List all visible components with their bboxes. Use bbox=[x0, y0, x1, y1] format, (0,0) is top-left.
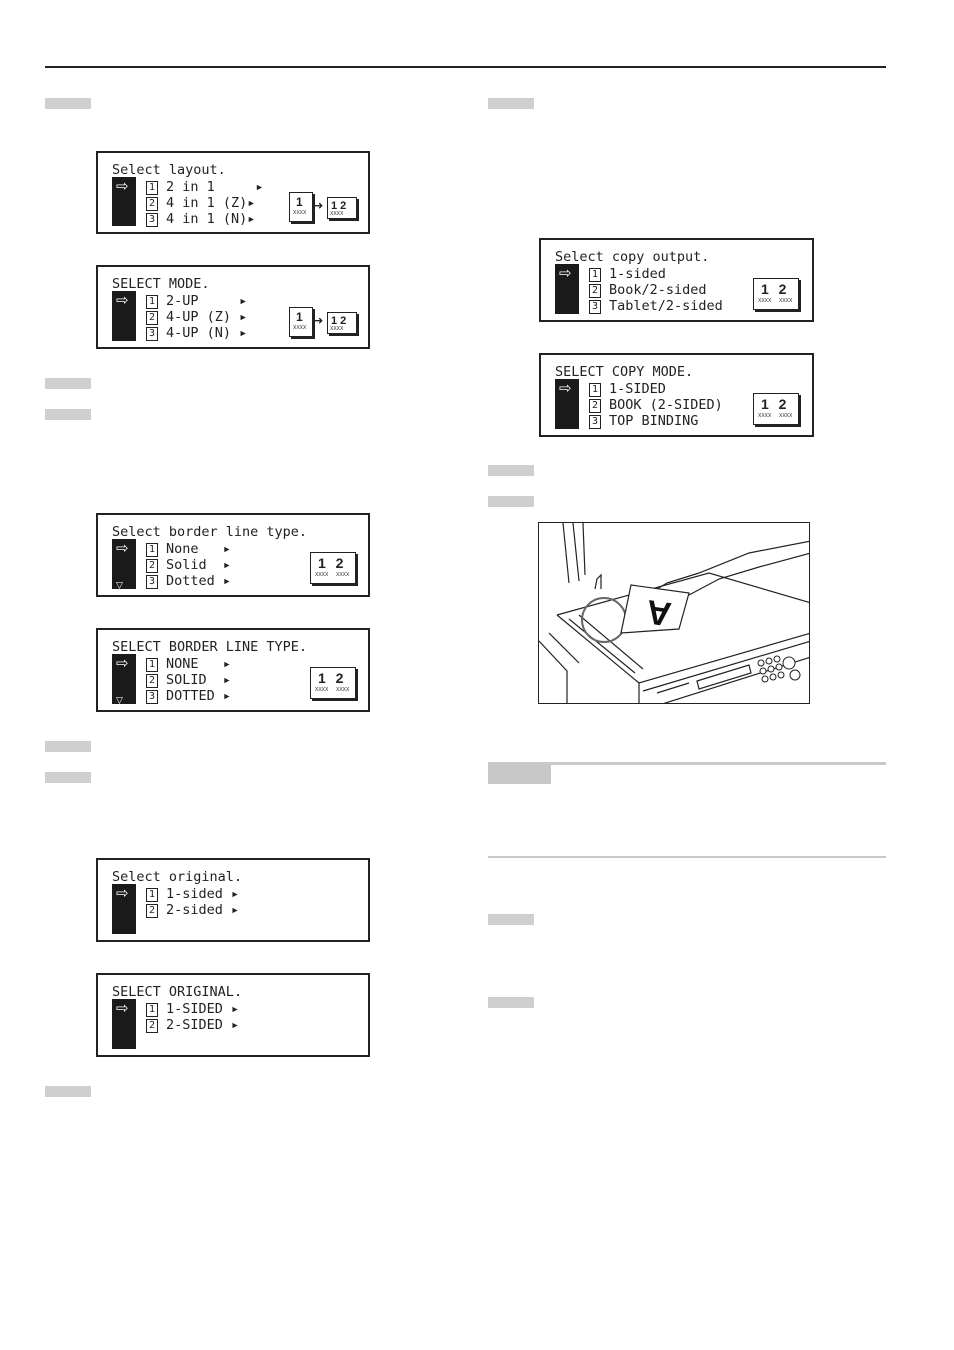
single-page-card bbox=[289, 192, 313, 222]
dummy-text: XXXX bbox=[315, 687, 329, 693]
option-number: 1 bbox=[146, 181, 158, 195]
page-numbers: 1 2 bbox=[318, 670, 347, 686]
lcd-title: Select layout. bbox=[112, 162, 226, 178]
option-label: 1-sided bbox=[609, 266, 666, 282]
lcd-option-3[interactable] bbox=[146, 688, 231, 704]
option-number: 1 bbox=[146, 543, 158, 557]
option-label: 4 in 1 (Z)▸ bbox=[166, 195, 256, 211]
step-tab bbox=[45, 98, 91, 109]
option-label: TOP BINDING bbox=[609, 413, 699, 429]
two-page-card bbox=[310, 552, 356, 584]
step-tab bbox=[45, 741, 91, 752]
option-label: None ▸ bbox=[166, 541, 232, 557]
lcd-option-1[interactable] bbox=[146, 886, 239, 902]
lcd-select-original-caps bbox=[96, 973, 370, 1057]
page-number: 1 bbox=[296, 310, 303, 324]
lcd-option-2[interactable] bbox=[146, 195, 255, 211]
lcd-option-1[interactable] bbox=[146, 179, 264, 195]
arrow-right-icon: ⇨ bbox=[116, 654, 129, 672]
arrow-right-icon: ⇨ bbox=[116, 539, 129, 557]
original-placement-illustration bbox=[538, 522, 810, 704]
lcd-title: SELECT COPY MODE. bbox=[555, 364, 694, 380]
option-label: 1-SIDED ▸ bbox=[166, 1001, 240, 1017]
option-label: 4 in 1 (N)▸ bbox=[166, 211, 256, 227]
option-label: 1-SIDED bbox=[609, 381, 666, 397]
top-rule bbox=[45, 66, 886, 68]
option-label: DOTTED ▸ bbox=[166, 688, 232, 704]
two-page-card bbox=[753, 393, 799, 425]
lcd-option-1[interactable] bbox=[146, 293, 247, 309]
page-numbers: 1 2 bbox=[331, 200, 347, 212]
combined-page-card bbox=[327, 197, 357, 219]
lcd-title: SELECT BORDER LINE TYPE. bbox=[112, 639, 308, 655]
lcd-option-3[interactable] bbox=[146, 211, 255, 227]
option-label: SOLID ▸ bbox=[166, 672, 232, 688]
arrow-right-icon: ⇨ bbox=[116, 291, 129, 309]
option-label: 2-sided ▸ bbox=[166, 902, 240, 918]
dummy-text: XXXX bbox=[758, 413, 772, 419]
option-label: Book/2-sided bbox=[609, 282, 707, 298]
lcd-option-3[interactable] bbox=[589, 413, 698, 429]
note-footer-rule bbox=[488, 856, 886, 858]
lcd-option-1[interactable] bbox=[146, 656, 231, 672]
two-page-card bbox=[753, 278, 799, 310]
option-number: 3 bbox=[589, 415, 601, 429]
lcd-select-copy-mode bbox=[539, 353, 814, 437]
lcd-select-layout bbox=[96, 151, 370, 234]
option-number: 3 bbox=[146, 690, 158, 704]
lcd-cursor-bar bbox=[112, 999, 136, 1049]
step-tab bbox=[488, 496, 534, 507]
lcd-cursor-bar bbox=[112, 539, 136, 589]
option-label: Dotted ▸ bbox=[166, 573, 232, 589]
option-label: 1-sided ▸ bbox=[166, 886, 240, 902]
combined-page-card bbox=[327, 312, 357, 334]
note-tab bbox=[488, 765, 551, 784]
option-label: 4-UP (Z) ▸ bbox=[166, 309, 248, 325]
lcd-option-1[interactable] bbox=[146, 541, 231, 557]
option-label: Tablet/2-sided bbox=[609, 298, 723, 314]
option-number: 3 bbox=[146, 213, 158, 227]
option-number: 2 bbox=[589, 284, 601, 298]
lcd-option-2[interactable] bbox=[146, 557, 231, 573]
option-label: 2-SIDED ▸ bbox=[166, 1017, 240, 1033]
option-label: NONE ▸ bbox=[166, 656, 232, 672]
step-tab bbox=[488, 98, 534, 109]
arrow-right-icon: ➜ bbox=[314, 314, 324, 327]
option-number: 2 bbox=[146, 559, 158, 573]
step-tab bbox=[488, 997, 534, 1008]
page-numbers: 1 2 bbox=[761, 396, 790, 412]
arrow-right-icon: ⇨ bbox=[116, 884, 129, 902]
dummy-text: XXXX bbox=[315, 572, 329, 578]
dummy-text: XXXX bbox=[330, 326, 344, 332]
lcd-option-1[interactable] bbox=[589, 381, 666, 397]
lcd-cursor-bar bbox=[555, 379, 579, 429]
option-number: 2 bbox=[146, 1019, 158, 1033]
lcd-cursor-bar bbox=[112, 884, 136, 934]
option-label: BOOK (2-SIDED) bbox=[609, 397, 723, 413]
arrow-right-icon: ⇨ bbox=[116, 177, 129, 195]
option-label: 4-UP (N) ▸ bbox=[166, 325, 248, 341]
option-number: 2 bbox=[146, 904, 158, 918]
option-number: 2 bbox=[589, 399, 601, 413]
option-number: 2 bbox=[146, 311, 158, 325]
lcd-select-border bbox=[96, 513, 370, 597]
arrow-right-icon: ⇨ bbox=[116, 999, 129, 1017]
dummy-text: XXXX bbox=[758, 298, 772, 304]
lcd-select-copy-output bbox=[539, 238, 814, 322]
step-tab bbox=[45, 1086, 91, 1097]
step-tab bbox=[45, 378, 91, 389]
lcd-cursor-bar bbox=[112, 654, 136, 704]
lcd-option-2[interactable] bbox=[589, 282, 707, 298]
option-label: Solid ▸ bbox=[166, 557, 232, 573]
step-tab bbox=[488, 914, 534, 925]
single-page-card bbox=[289, 307, 313, 337]
option-number: 2 bbox=[146, 674, 158, 688]
option-number: 3 bbox=[589, 300, 601, 314]
lcd-select-border-caps bbox=[96, 628, 370, 712]
dummy-text: XXXX bbox=[336, 572, 350, 578]
dummy-text: XXXX bbox=[779, 413, 793, 419]
page-numbers: 1 2 bbox=[331, 315, 347, 327]
option-number: 1 bbox=[589, 383, 601, 397]
option-number: 3 bbox=[146, 327, 158, 341]
option-label: 2-UP ▸ bbox=[166, 293, 248, 309]
lcd-option-1[interactable] bbox=[146, 1001, 239, 1017]
page-numbers: 1 2 bbox=[318, 555, 347, 571]
lcd-cursor-bar bbox=[555, 264, 579, 314]
dummy-text: XXXX bbox=[330, 211, 344, 217]
page-numbers: 1 2 bbox=[761, 281, 790, 297]
lcd-cursor-bar bbox=[112, 291, 136, 341]
dummy-text: XXXX bbox=[336, 687, 350, 693]
triangle-down-icon: ▽ bbox=[116, 696, 123, 706]
svg-text:A: A bbox=[644, 592, 674, 634]
arrow-right-icon: ⇨ bbox=[559, 264, 572, 282]
lcd-option-2[interactable] bbox=[146, 1017, 239, 1033]
dummy-text: XXXX bbox=[293, 210, 307, 216]
triangle-down-icon: ▽ bbox=[116, 581, 123, 591]
step-tab bbox=[488, 465, 534, 476]
step-tab bbox=[45, 772, 91, 783]
option-number: 1 bbox=[146, 658, 158, 672]
lcd-title: SELECT ORIGINAL. bbox=[112, 984, 243, 1000]
lcd-option-3[interactable] bbox=[146, 325, 247, 341]
option-number: 3 bbox=[146, 575, 158, 589]
lcd-select-original bbox=[96, 858, 370, 942]
copier-glass-drawing bbox=[539, 523, 810, 704]
lcd-option-3[interactable] bbox=[146, 573, 231, 589]
lcd-select-mode bbox=[96, 265, 370, 349]
option-number: 2 bbox=[146, 197, 158, 211]
lcd-title: Select original. bbox=[112, 869, 243, 885]
option-number: 1 bbox=[589, 268, 601, 282]
lcd-option-1[interactable] bbox=[589, 266, 666, 282]
lcd-option-2[interactable] bbox=[589, 397, 723, 413]
dummy-text: XXXX bbox=[293, 325, 307, 331]
lcd-title: Select border line type. bbox=[112, 524, 308, 540]
arrow-right-icon: ⇨ bbox=[559, 379, 572, 397]
lcd-option-2[interactable] bbox=[146, 309, 247, 325]
page-number: 1 bbox=[296, 195, 303, 209]
arrow-right-icon: ➜ bbox=[314, 199, 324, 212]
lcd-title: SELECT MODE. bbox=[112, 276, 210, 292]
option-number: 1 bbox=[146, 1003, 158, 1017]
option-number: 1 bbox=[146, 888, 158, 902]
two-page-card bbox=[310, 667, 356, 699]
lcd-option-2[interactable] bbox=[146, 672, 231, 688]
option-label: 2 in 1 ▸ bbox=[166, 179, 264, 195]
lcd-option-2[interactable] bbox=[146, 902, 239, 918]
lcd-option-3[interactable] bbox=[589, 298, 723, 314]
option-number: 1 bbox=[146, 295, 158, 309]
lcd-title: Select copy output. bbox=[555, 249, 710, 265]
lcd-cursor-bar bbox=[112, 177, 136, 226]
step-tab bbox=[45, 409, 91, 420]
dummy-text: XXXX bbox=[779, 298, 793, 304]
